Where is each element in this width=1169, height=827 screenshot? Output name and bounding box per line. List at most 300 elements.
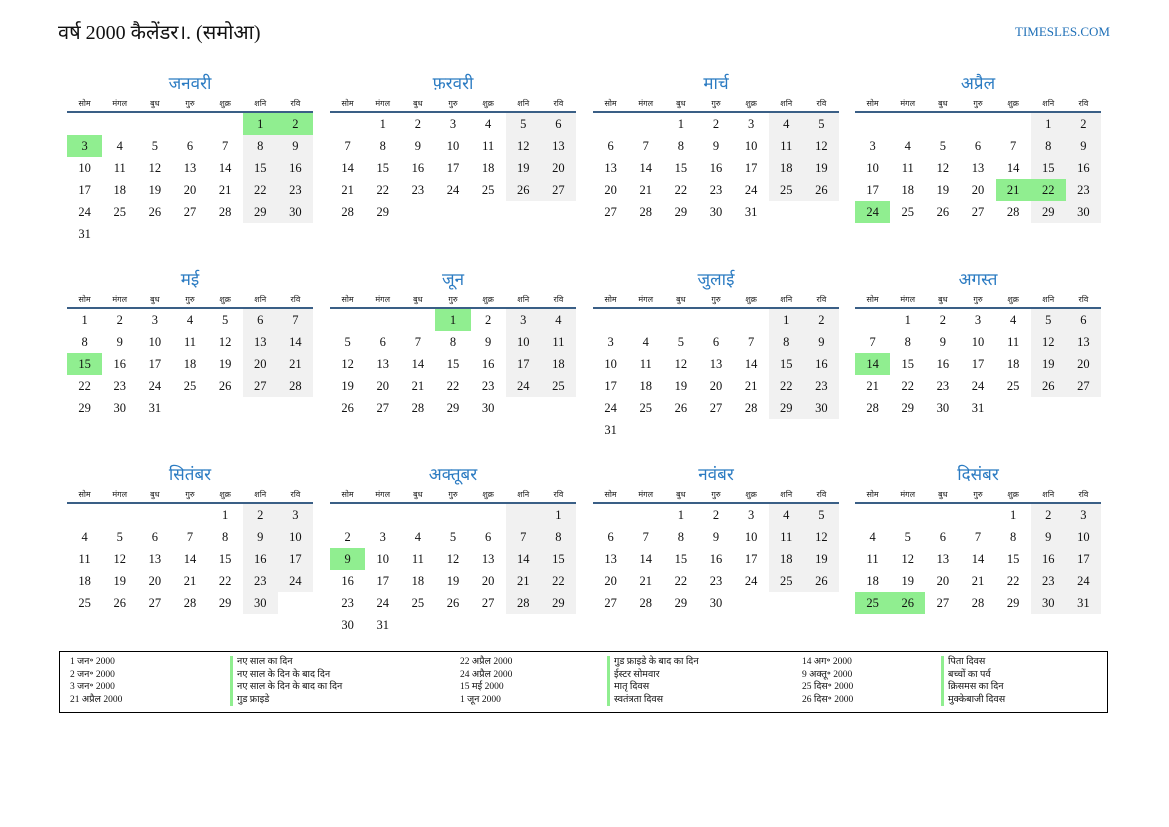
- day-cell[interactable]: 29: [446, 400, 460, 415]
- day-cell[interactable]: 14: [506, 548, 541, 570]
- day-cell[interactable]: 9: [485, 334, 492, 349]
- day-cell[interactable]: 4: [769, 112, 804, 135]
- day-cell[interactable]: 5: [506, 112, 541, 135]
- day-cell[interactable]: 22: [78, 378, 91, 393]
- day-cell[interactable]: 1: [677, 507, 684, 522]
- day-cell[interactable]: 14: [971, 551, 985, 566]
- day-cell[interactable]: 7: [642, 138, 649, 153]
- day-cell[interactable]: 22: [674, 573, 688, 588]
- day-cell[interactable]: 6: [607, 529, 614, 544]
- day-cell[interactable]: 28: [744, 400, 758, 415]
- day-cell[interactable]: 5: [1031, 308, 1066, 331]
- day-cell[interactable]: 8: [379, 138, 386, 153]
- day-cell[interactable]: 11: [1007, 334, 1020, 349]
- day-cell[interactable]: 16: [243, 548, 278, 570]
- day-cell[interactable]: 13: [481, 551, 495, 566]
- day-cell[interactable]: 7: [344, 138, 351, 153]
- day-cell[interactable]: 9: [804, 331, 839, 353]
- day-cell[interactable]: 22: [446, 378, 460, 393]
- day-cell[interactable]: 22: [243, 179, 278, 201]
- day-cell[interactable]: 16: [709, 551, 723, 566]
- day-cell[interactable]: 31: [148, 400, 162, 415]
- day-cell[interactable]: 5: [449, 529, 457, 544]
- day-cell[interactable]: 8: [243, 135, 278, 157]
- day-cell[interactable]: 17: [1066, 548, 1101, 570]
- day-cell[interactable]: 10: [376, 551, 389, 566]
- day-cell[interactable]: 15: [541, 548, 576, 570]
- day-cell[interactable]: 5: [939, 138, 946, 153]
- day-cell[interactable]: 25: [901, 204, 914, 219]
- day-cell[interactable]: 4: [541, 308, 576, 331]
- day-cell[interactable]: 12: [446, 551, 460, 566]
- day-cell[interactable]: 14: [639, 551, 652, 566]
- day-cell[interactable]: 24: [604, 400, 617, 415]
- day-cell[interactable]: 30: [709, 204, 723, 219]
- day-cell[interactable]: 27: [541, 179, 576, 201]
- day-cell[interactable]: 21: [341, 182, 354, 197]
- day-cell[interactable]: 7: [278, 308, 313, 331]
- day-cell[interactable]: 24: [446, 182, 460, 197]
- day-cell[interactable]: 2: [1066, 112, 1101, 135]
- day-cell[interactable]: 16: [481, 356, 495, 371]
- day-cell[interactable]: 28: [411, 400, 425, 415]
- day-cell[interactable]: 24: [278, 570, 313, 592]
- day-cell[interactable]: 19: [901, 573, 914, 588]
- day-cell[interactable]: 11: [541, 331, 576, 353]
- day-cell[interactable]: 2: [116, 312, 123, 327]
- day-cell[interactable]: 25: [541, 375, 576, 397]
- day-cell[interactable]: 17: [376, 573, 389, 588]
- day-cell[interactable]: 19: [341, 378, 354, 393]
- day-cell[interactable]: 23: [278, 179, 313, 201]
- day-cell[interactable]: 27: [604, 204, 617, 219]
- day-cell[interactable]: 6: [974, 138, 982, 153]
- day-cell[interactable]: 6: [243, 308, 278, 331]
- day-cell[interactable]: 11: [769, 526, 804, 548]
- day-cell[interactable]: 28: [866, 400, 879, 415]
- day-cell[interactable]: 8: [81, 334, 88, 349]
- day-cell[interactable]: 24: [1066, 570, 1101, 592]
- day-cell[interactable]: 23: [481, 378, 495, 393]
- day-cell[interactable]: 24: [971, 378, 985, 393]
- day-cell[interactable]: 19: [1031, 353, 1066, 375]
- day-cell[interactable]: 9: [116, 334, 123, 349]
- day-cell[interactable]: 1: [1031, 112, 1066, 135]
- day-cell[interactable]: 22: [674, 182, 688, 197]
- day-cell[interactable]: 16: [278, 157, 313, 179]
- day-cell[interactable]: 12: [148, 160, 162, 175]
- day-cell[interactable]: 1: [81, 312, 88, 327]
- day-cell[interactable]: 5: [151, 138, 158, 153]
- day-cell[interactable]: 27: [376, 400, 389, 415]
- day-cell[interactable]: 19: [804, 157, 839, 179]
- day-cell[interactable]: 12: [674, 356, 688, 371]
- day-cell[interactable]: 20: [1066, 353, 1101, 375]
- day-cell[interactable]: 4: [769, 503, 804, 526]
- day-cell[interactable]: 26: [674, 400, 688, 415]
- day-cell[interactable]: 10: [446, 138, 460, 153]
- day-cell[interactable]: 13: [1066, 331, 1101, 353]
- day-cell[interactable]: 1: [222, 507, 229, 522]
- day-cell[interactable]: 8: [222, 529, 229, 544]
- day-cell[interactable]: 19: [506, 157, 541, 179]
- day-cell[interactable]: 12: [218, 334, 232, 349]
- day-cell[interactable]: 6: [1066, 308, 1101, 331]
- day-cell[interactable]: 1: [769, 308, 804, 331]
- day-cell[interactable]: 10: [744, 529, 758, 544]
- day-cell[interactable]: 4: [642, 334, 649, 349]
- day-cell[interactable]: 15: [243, 157, 278, 179]
- day-cell[interactable]: 12: [804, 526, 839, 548]
- day-cell[interactable]: 21: [866, 378, 879, 393]
- day-cell[interactable]: 9: [330, 548, 365, 570]
- day-cell[interactable]: 30: [243, 592, 278, 614]
- day-cell[interactable]: 19: [674, 378, 688, 393]
- day-cell[interactable]: 2: [485, 312, 492, 327]
- day-cell[interactable]: 22: [376, 182, 389, 197]
- day-cell[interactable]: 22: [541, 570, 576, 592]
- day-cell[interactable]: 14: [411, 356, 425, 371]
- day-cell[interactable]: 12: [804, 135, 839, 157]
- day-cell[interactable]: 15: [901, 356, 914, 371]
- day-cell[interactable]: 18: [866, 573, 879, 588]
- day-cell[interactable]: 27: [481, 595, 495, 610]
- day-cell[interactable]: 26: [1031, 375, 1066, 397]
- day-cell[interactable]: 25: [769, 179, 804, 201]
- day-cell[interactable]: 27: [243, 375, 278, 397]
- day-cell[interactable]: 13: [604, 551, 617, 566]
- day-cell[interactable]: 29: [243, 201, 278, 223]
- day-cell[interactable]: 24: [78, 204, 91, 219]
- day-cell[interactable]: 13: [148, 551, 162, 566]
- day-cell[interactable]: 25: [481, 182, 495, 197]
- day-cell[interactable]: 31: [1066, 592, 1101, 614]
- day-cell[interactable]: 6: [939, 529, 946, 544]
- day-cell[interactable]: 17: [604, 378, 617, 393]
- day-cell[interactable]: 14: [278, 331, 313, 353]
- day-cell[interactable]: 27: [709, 400, 723, 415]
- day-cell[interactable]: 8: [541, 526, 576, 548]
- day-cell[interactable]: 11: [769, 135, 804, 157]
- day-cell[interactable]: 13: [376, 356, 389, 371]
- day-cell[interactable]: 30: [113, 400, 126, 415]
- day-cell[interactable]: 9: [712, 138, 720, 153]
- day-cell[interactable]: 7: [1010, 138, 1017, 153]
- day-cell[interactable]: 6: [607, 138, 614, 153]
- day-cell[interactable]: 10: [744, 138, 758, 153]
- day-cell[interactable]: 3: [449, 116, 457, 131]
- day-cell[interactable]: 11: [183, 334, 197, 349]
- day-cell[interactable]: 26: [148, 204, 162, 219]
- day-cell[interactable]: 13: [709, 356, 723, 371]
- day-cell[interactable]: 27: [971, 204, 985, 219]
- day-cell[interactable]: 26: [804, 179, 839, 201]
- day-cell[interactable]: 14: [744, 356, 758, 371]
- day-cell[interactable]: 1: [677, 116, 684, 131]
- day-cell[interactable]: 29: [1031, 201, 1066, 223]
- day-cell[interactable]: 20: [604, 182, 617, 197]
- day-cell[interactable]: 29: [218, 595, 232, 610]
- day-cell[interactable]: 4: [869, 529, 876, 544]
- day-cell[interactable]: 29: [541, 592, 576, 614]
- day-cell[interactable]: 9: [712, 529, 720, 544]
- day-cell[interactable]: 10: [971, 334, 985, 349]
- day-cell[interactable]: 3: [278, 503, 313, 526]
- day-cell[interactable]: 21: [183, 573, 197, 588]
- day-cell[interactable]: 28: [1006, 204, 1020, 219]
- day-cell[interactable]: 13: [604, 160, 617, 175]
- day-cell[interactable]: 27: [1066, 375, 1101, 397]
- day-cell[interactable]: 26: [446, 595, 460, 610]
- day-cell[interactable]: 4: [904, 138, 911, 153]
- day-cell[interactable]: 30: [1066, 201, 1101, 223]
- day-cell[interactable]: 11: [411, 551, 424, 566]
- day-cell[interactable]: 11: [901, 160, 914, 175]
- day-cell[interactable]: 28: [639, 595, 652, 610]
- day-cell[interactable]: 28: [183, 595, 197, 610]
- day-cell[interactable]: 24: [744, 573, 758, 588]
- day-cell[interactable]: 22: [1031, 179, 1066, 201]
- day-cell[interactable]: 17: [744, 551, 758, 566]
- day-cell[interactable]: 23: [936, 378, 950, 393]
- day-cell[interactable]: 14: [1006, 160, 1020, 175]
- day-cell[interactable]: 30: [1031, 592, 1066, 614]
- day-cell[interactable]: 7: [869, 334, 876, 349]
- day-cell[interactable]: 20: [243, 353, 278, 375]
- day-cell[interactable]: 2: [804, 308, 839, 331]
- day-cell[interactable]: 2: [712, 116, 720, 131]
- day-cell[interactable]: 1: [541, 503, 576, 526]
- day-cell[interactable]: 11: [639, 356, 652, 371]
- day-cell[interactable]: 23: [113, 378, 126, 393]
- day-cell[interactable]: 4: [414, 529, 421, 544]
- day-cell[interactable]: 30: [709, 595, 723, 610]
- day-cell[interactable]: 23: [341, 595, 354, 610]
- day-cell[interactable]: 29: [901, 400, 914, 415]
- day-cell[interactable]: 31: [604, 422, 617, 437]
- day-cell[interactable]: 1: [435, 308, 470, 331]
- day-cell[interactable]: 23: [1031, 570, 1066, 592]
- day-cell[interactable]: 18: [639, 378, 652, 393]
- day-cell[interactable]: 18: [769, 157, 804, 179]
- day-cell[interactable]: 19: [113, 573, 126, 588]
- day-cell[interactable]: 11: [482, 138, 495, 153]
- day-cell[interactable]: 23: [709, 573, 723, 588]
- day-cell[interactable]: 21: [218, 182, 232, 197]
- day-cell[interactable]: 2: [344, 529, 351, 544]
- day-cell[interactable]: 10: [278, 526, 313, 548]
- day-cell[interactable]: 20: [604, 573, 617, 588]
- day-cell[interactable]: 15: [674, 551, 688, 566]
- day-cell[interactable]: 21: [971, 573, 985, 588]
- day-cell[interactable]: 26: [113, 595, 126, 610]
- day-cell[interactable]: 21: [639, 182, 652, 197]
- day-cell[interactable]: 3: [869, 138, 876, 153]
- day-cell[interactable]: 6: [151, 529, 158, 544]
- day-cell[interactable]: 2: [278, 112, 313, 135]
- day-cell[interactable]: 3: [748, 507, 755, 522]
- day-cell[interactable]: 3: [506, 308, 541, 331]
- day-cell[interactable]: 18: [411, 573, 425, 588]
- day-cell[interactable]: 16: [341, 573, 354, 588]
- day-cell[interactable]: 7: [748, 334, 755, 349]
- day-cell[interactable]: 10: [148, 334, 162, 349]
- day-cell[interactable]: 16: [936, 356, 950, 371]
- day-cell[interactable]: 30: [341, 617, 354, 632]
- day-cell[interactable]: 31: [971, 400, 985, 415]
- day-cell[interactable]: 19: [936, 182, 950, 197]
- day-cell[interactable]: 27: [604, 595, 617, 610]
- day-cell[interactable]: 31: [744, 204, 758, 219]
- day-cell[interactable]: 27: [936, 595, 950, 610]
- day-cell[interactable]: 10: [866, 160, 879, 175]
- day-cell[interactable]: 26: [506, 179, 541, 201]
- day-cell[interactable]: 19: [446, 573, 460, 588]
- day-cell[interactable]: 17: [78, 182, 91, 197]
- day-cell[interactable]: 20: [936, 573, 950, 588]
- day-cell[interactable]: 25: [113, 204, 126, 219]
- day-cell[interactable]: 31: [78, 226, 91, 241]
- day-cell[interactable]: 24: [506, 375, 541, 397]
- day-cell[interactable]: 28: [506, 592, 541, 614]
- day-cell[interactable]: 7: [414, 334, 421, 349]
- day-cell[interactable]: 22: [901, 378, 914, 393]
- day-cell[interactable]: 16: [1031, 548, 1066, 570]
- day-cell[interactable]: 16: [709, 160, 723, 175]
- day-cell[interactable]: 5: [344, 334, 351, 349]
- day-cell[interactable]: 8: [449, 334, 457, 349]
- day-cell[interactable]: 23: [804, 375, 839, 397]
- day-cell[interactable]: 17: [506, 353, 541, 375]
- day-cell[interactable]: 28: [278, 375, 313, 397]
- day-cell[interactable]: 3: [607, 334, 614, 349]
- day-cell[interactable]: 24: [376, 595, 389, 610]
- day-cell[interactable]: 28: [341, 204, 354, 219]
- day-cell[interactable]: 18: [481, 160, 495, 175]
- day-cell[interactable]: 11: [78, 551, 91, 566]
- day-cell[interactable]: 2: [939, 312, 946, 327]
- day-cell[interactable]: 25: [769, 570, 804, 592]
- day-cell[interactable]: 12: [901, 551, 914, 566]
- day-cell[interactable]: 8: [1010, 529, 1017, 544]
- day-cell[interactable]: 8: [677, 529, 684, 544]
- day-cell[interactable]: 17: [148, 356, 162, 371]
- day-cell[interactable]: 16: [804, 353, 839, 375]
- day-cell[interactable]: 18: [541, 353, 576, 375]
- day-cell[interactable]: 15: [674, 160, 688, 175]
- day-cell[interactable]: 5: [677, 334, 684, 349]
- day-cell[interactable]: 20: [148, 573, 162, 588]
- day-cell[interactable]: 4: [485, 116, 492, 131]
- day-cell[interactable]: 18: [78, 573, 91, 588]
- day-cell[interactable]: 29: [376, 204, 389, 219]
- day-cell[interactable]: 3: [1066, 503, 1101, 526]
- day-cell[interactable]: 23: [411, 182, 425, 197]
- day-cell[interactable]: 17: [446, 160, 460, 175]
- day-cell[interactable]: 5: [804, 503, 839, 526]
- day-cell[interactable]: 1: [904, 312, 911, 327]
- day-cell[interactable]: 22: [218, 573, 232, 588]
- day-cell[interactable]: 21: [744, 378, 758, 393]
- day-cell[interactable]: 28: [218, 204, 232, 219]
- day-cell[interactable]: 26: [341, 400, 354, 415]
- day-cell[interactable]: 15: [1031, 157, 1066, 179]
- day-cell[interactable]: 30: [936, 400, 950, 415]
- day-cell[interactable]: 12: [1031, 331, 1066, 353]
- day-cell[interactable]: 19: [148, 182, 162, 197]
- day-cell[interactable]: 2: [243, 503, 278, 526]
- day-cell[interactable]: 13: [243, 331, 278, 353]
- day-cell[interactable]: 9: [939, 334, 946, 349]
- day-cell[interactable]: 29: [674, 204, 688, 219]
- day-cell[interactable]: 29: [674, 595, 688, 610]
- day-cell[interactable]: 30: [804, 397, 839, 419]
- day-cell[interactable]: 13: [541, 135, 576, 157]
- day-cell[interactable]: 16: [1066, 157, 1101, 179]
- day-cell[interactable]: 6: [186, 138, 194, 153]
- day-cell[interactable]: 9: [243, 526, 278, 548]
- site-link[interactable]: TIMESLES.COM: [1015, 24, 1110, 39]
- day-cell[interactable]: 7: [186, 529, 194, 544]
- day-cell[interactable]: 3: [748, 116, 755, 131]
- day-cell[interactable]: 25: [78, 595, 91, 610]
- day-cell[interactable]: 4: [116, 138, 123, 153]
- day-cell[interactable]: 4: [186, 312, 194, 327]
- day-cell[interactable]: 13: [183, 160, 197, 175]
- day-cell[interactable]: 15: [769, 353, 804, 375]
- day-cell[interactable]: 20: [183, 182, 197, 197]
- day-cell[interactable]: 22: [769, 375, 804, 397]
- day-cell[interactable]: 6: [541, 112, 576, 135]
- day-cell[interactable]: 12: [936, 160, 950, 175]
- day-cell[interactable]: 29: [1006, 595, 1020, 610]
- day-cell[interactable]: 9: [1031, 526, 1066, 548]
- day-cell[interactable]: 1: [379, 116, 386, 131]
- day-cell[interactable]: 5: [804, 112, 839, 135]
- day-cell[interactable]: 20: [541, 157, 576, 179]
- day-cell[interactable]: 8: [904, 334, 911, 349]
- day-cell[interactable]: 6: [379, 334, 386, 349]
- day-cell[interactable]: 5: [116, 529, 123, 544]
- day-cell[interactable]: 20: [709, 378, 723, 393]
- day-cell[interactable]: 7: [642, 529, 649, 544]
- day-cell[interactable]: 23: [243, 570, 278, 592]
- day-cell[interactable]: 18: [769, 548, 804, 570]
- day-cell[interactable]: 23: [709, 182, 723, 197]
- day-cell[interactable]: 18: [901, 182, 914, 197]
- day-cell[interactable]: 26: [936, 204, 950, 219]
- day-cell[interactable]: 4: [81, 529, 88, 544]
- day-cell[interactable]: 12: [113, 551, 126, 566]
- day-cell[interactable]: 25: [855, 592, 890, 614]
- day-cell[interactable]: 25: [411, 595, 425, 610]
- day-cell[interactable]: 18: [113, 182, 126, 197]
- day-cell[interactable]: 20: [376, 378, 389, 393]
- day-cell[interactable]: 5: [904, 529, 911, 544]
- day-cell[interactable]: 13: [971, 160, 985, 175]
- day-cell[interactable]: 14: [855, 353, 890, 375]
- day-cell[interactable]: 25: [639, 400, 652, 415]
- day-cell[interactable]: 25: [183, 378, 197, 393]
- day-cell[interactable]: 9: [414, 138, 421, 153]
- day-cell[interactable]: 9: [1066, 135, 1101, 157]
- day-cell[interactable]: 18: [1006, 356, 1020, 371]
- day-cell[interactable]: 8: [677, 138, 684, 153]
- day-cell[interactable]: 26: [890, 592, 925, 614]
- day-cell[interactable]: 15: [1006, 551, 1020, 566]
- day-cell[interactable]: 10: [1066, 526, 1101, 548]
- day-cell[interactable]: 9: [278, 135, 313, 157]
